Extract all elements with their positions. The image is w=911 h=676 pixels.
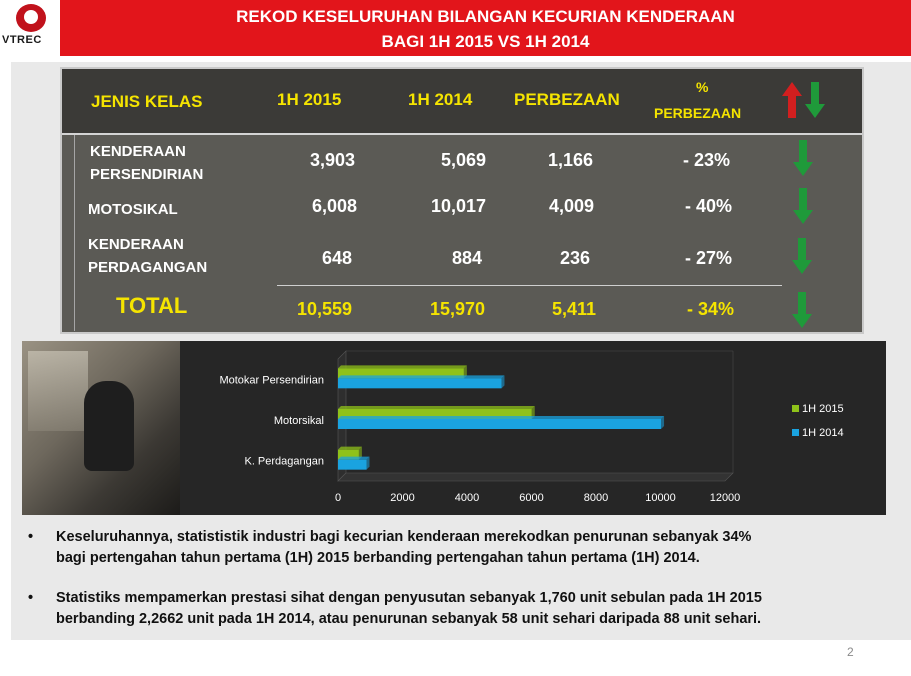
row3-diff: 236 (559, 248, 590, 268)
bar-top-face (338, 406, 535, 409)
bar (338, 419, 661, 429)
row-label-motorcycle: MOTOSIKAL (88, 201, 178, 218)
bullet-dot: • (28, 590, 34, 606)
row-label-commercial: KENDERAAN PERDAGANGAN (88, 236, 208, 276)
category-label: Motokar Persendirian (219, 374, 324, 387)
down-arrow-icon (792, 292, 812, 328)
down-arrow-icon (793, 188, 813, 224)
x-tick-label: 8000 (583, 492, 609, 504)
row2-2015: 6,008 (311, 196, 357, 216)
legend-swatch (792, 405, 799, 412)
header-1h-2015: 1H 2015 (277, 90, 342, 109)
total-2014: 15,970 (429, 299, 485, 319)
total-2015: 10,559 (296, 299, 352, 319)
row1-2014: 5,069 (440, 150, 486, 170)
bullet-item: • Statistiks mempamerkan prestasi sihat dengan penyusutan sebanyak 1,760 unit sebulan pada 1H 2015 berbanding 2,2662 unit pada 1H 2014, atau penurunan sebanyak 58 unit sehari daripada 88 unit sehari. (28, 590, 762, 627)
vtrec-logo (0, 0, 60, 55)
category-label: Motorsikal (273, 415, 324, 427)
table-divider (74, 135, 75, 331)
x-tick-label: 10000 (645, 492, 676, 504)
row1-diff: 1,166 (547, 150, 593, 170)
arrow-up-icon (782, 82, 802, 118)
summary-notes (24, 527, 884, 649)
legend-label: 1H 2014 (802, 427, 844, 439)
bar-top-face (338, 375, 504, 378)
bar-top-face (338, 457, 370, 460)
category-label: K. Perdagangan (244, 455, 324, 468)
x-tick-label: 4000 (454, 492, 480, 504)
total-pct: - 34% (686, 299, 734, 319)
car-thief-photo (22, 341, 180, 515)
car-window-shape (28, 351, 88, 431)
row-label-private: KENDERAAN PERSENDIRIAN (90, 143, 204, 183)
row3-2014: 884 (451, 248, 482, 268)
header-percent-symbol: % (696, 79, 709, 95)
legend-label: 1H 2015 (802, 403, 844, 415)
legend-swatch (792, 429, 799, 436)
total-diff: 5,411 (551, 299, 596, 319)
logo-name: VTREC (2, 34, 42, 46)
title-line-2: BAGI 1H 2015 VS 1H 2014 (381, 32, 590, 51)
down-arrow-icon (793, 140, 813, 176)
thief-figure-shape (84, 381, 134, 471)
bar (338, 460, 367, 470)
title-banner (60, 0, 911, 56)
header-1h-2014: 1H 2014 (408, 90, 473, 109)
bar-top-face (338, 447, 362, 450)
x-tick-label: 6000 (519, 492, 544, 504)
page-number: 2 (847, 645, 854, 659)
bar-top-face (338, 416, 664, 419)
bullet-item: • Keseluruhannya, statististik industri bagi kecurian kenderaan merekodkan penurunan sebanyak 34% bagi pertengahan tahun pertama (1H) 2015 berbanding pertengahan tahun pertama (1H) 2014. (28, 529, 752, 566)
header-class: JENIS KELAS (91, 92, 203, 111)
bar-top-face (338, 365, 467, 368)
header-percent-label: PERBEZAAN (654, 105, 742, 121)
row1-2015: 3,903 (309, 150, 355, 170)
row3-2015: 648 (321, 248, 352, 268)
theft-bar-chart (180, 341, 886, 515)
arrow-down-icon (805, 82, 825, 118)
row2-2014: 10,017 (430, 196, 486, 216)
row3-pct: - 27% (684, 248, 732, 268)
logo-emblem (16, 4, 46, 32)
row2-diff: 4,009 (548, 196, 594, 216)
total-label: TOTAL (116, 293, 188, 318)
bullet-dot: • (28, 529, 34, 545)
x-tick-label: 12000 (709, 492, 741, 504)
chart-floor (338, 473, 733, 481)
row2-pct: - 40% (684, 196, 732, 216)
bar (338, 378, 501, 388)
x-tick-label: 0 (334, 492, 342, 504)
header-difference: PERBEZAAN (514, 90, 620, 109)
total-separator (277, 285, 782, 286)
down-arrow-icon (792, 238, 812, 274)
row1-pct: - 23% (682, 150, 730, 170)
title-line-1: REKOD KESELURUHAN BILANGAN KECURIAN KENDERAAN (236, 7, 735, 26)
x-tick-label: 2000 (390, 492, 415, 504)
